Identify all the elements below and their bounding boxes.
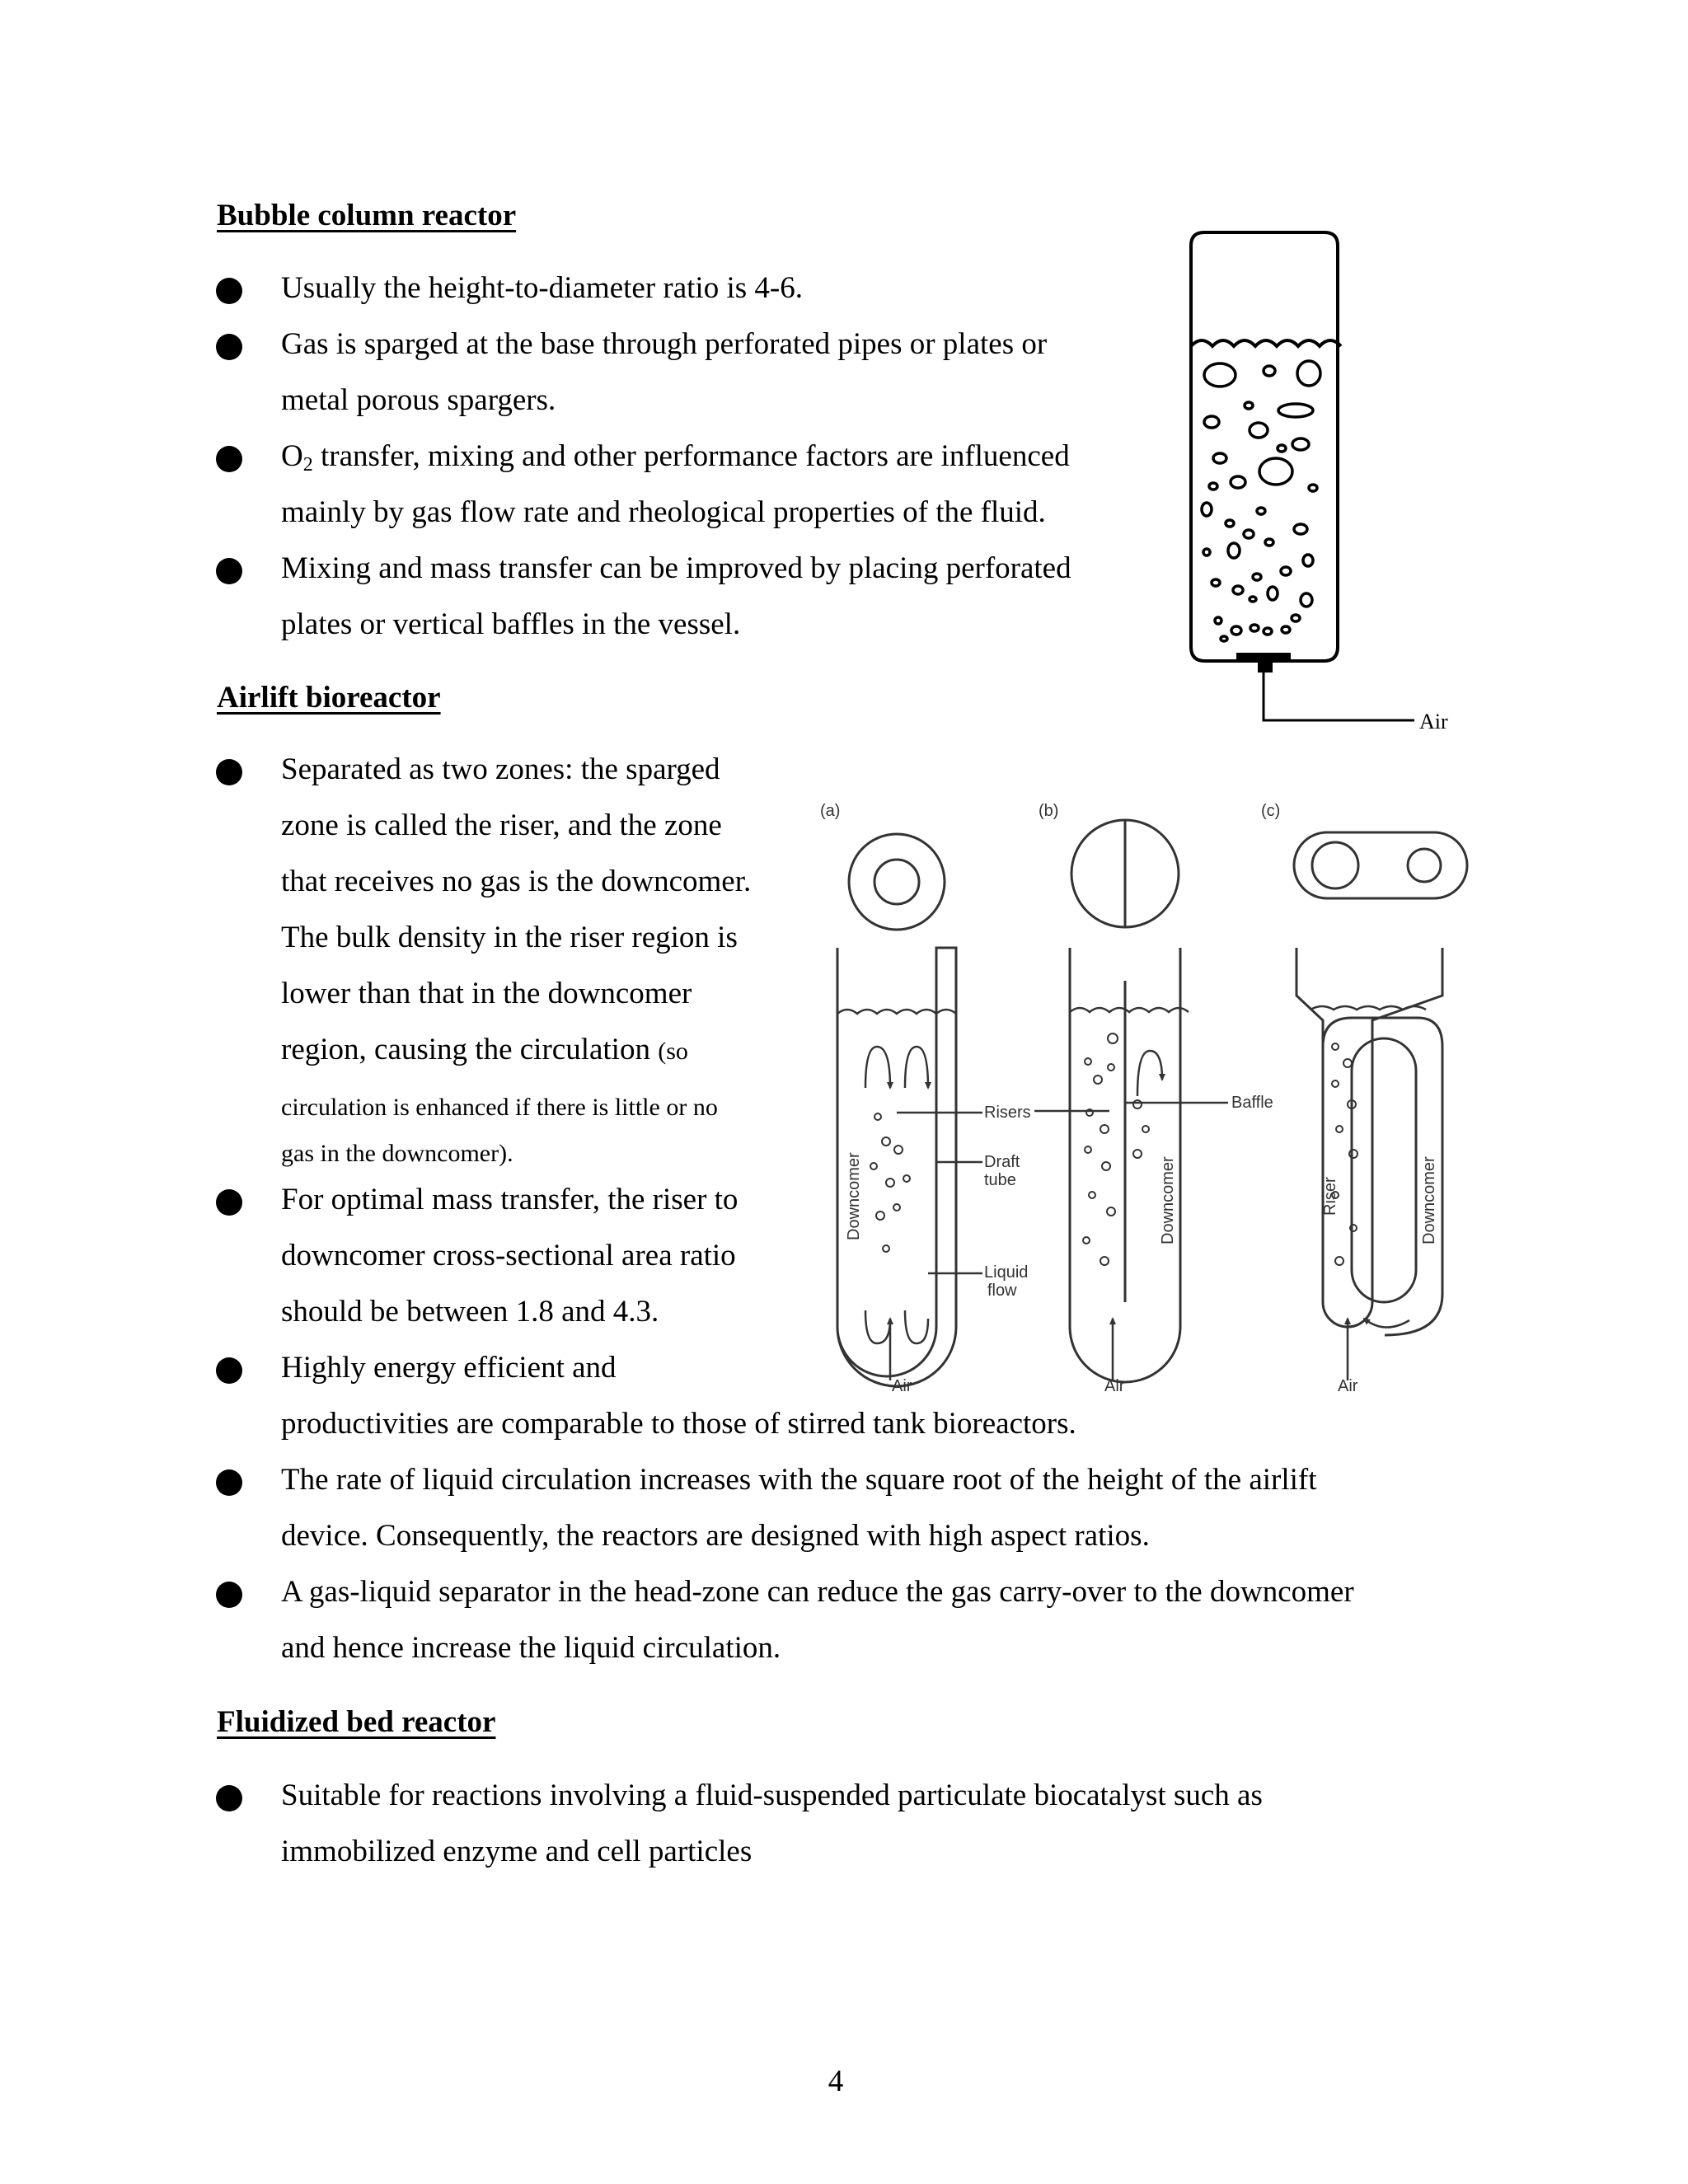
liquid-surface: [1191, 340, 1341, 346]
airlift-bullet-4-line-1: The rate of liquid circulation increases with the square root of the height of the airlift: [281, 1463, 1317, 1497]
label-baffle: Baffle: [1231, 1094, 1273, 1112]
label-air-c: Air: [1338, 1377, 1358, 1395]
airlift-bullet-2-line-2: downcomer cross-sectional area ratio: [281, 1239, 736, 1272]
airlift-bullet-5-line-2: and hence increase the liquid circulation.: [281, 1631, 781, 1665]
airlift-bullet-3-line-1: Highly energy efficient and: [281, 1351, 617, 1385]
label-risers: Risers: [984, 1104, 1031, 1122]
bubble-bullet-4-line-2: plates or vertical baffles in the vessel.: [281, 607, 741, 641]
bubble-bullet-3-line-1: $O_2$ transfer, mixing and other performance factors are influenced: [281, 439, 1070, 476]
airlift-bullet-3-line-2: productivities are comparable to those of stirred tank bioreactors.: [281, 1407, 1076, 1441]
airlift-bullet-1-line-6: region, causing the circulation (so: [281, 1033, 688, 1066]
label-b: (b): [1039, 802, 1059, 820]
gas-bubbles: [1202, 361, 1320, 641]
loop-inner-c: [1352, 1038, 1416, 1302]
bubble-column-figure: [1170, 231, 1451, 742]
heading-airlift-bioreactor: Airlift bioreactor: [217, 681, 441, 715]
riser-bubbles: [870, 1033, 1357, 1265]
airlift-bullet-2-line-3: should be between 1.8 and 4.3.: [281, 1295, 659, 1329]
airlift-bullet-2-line-1: For optimal mass transfer, the riser to: [281, 1183, 738, 1216]
airlift-bullet-5-line-1: A gas-liquid separator in the head-zone can reduce the gas carry-over to the downcomer: [281, 1575, 1354, 1609]
airlift-bullet-1-line-1: Separated as two zones: the sparged: [281, 752, 720, 786]
label-riser-c: Riser: [1321, 1177, 1339, 1216]
air-inlet-line: [1264, 673, 1414, 720]
airlift-bullet-1-line-8: gas in the downcomer).: [281, 1140, 513, 1167]
page-number: 4: [828, 2064, 844, 2098]
heading-fluidized-bed: Fluidized bed reactor: [217, 1705, 496, 1739]
label-liquid-2: flow: [987, 1282, 1017, 1300]
airlift-figure: [808, 799, 1484, 1393]
bullet-dot: [216, 446, 242, 472]
bullet-dot: [216, 558, 242, 584]
bubble-bullet-4-line-1: Mixing and mass transfer can be improved by placing perforated: [281, 551, 1071, 585]
bubble-bullet-3-line-2: mainly by gas flow rate and rheological properties of the fluid.: [281, 495, 1046, 529]
label-c: (c): [1261, 802, 1281, 820]
label-air-b: Air: [1104, 1377, 1125, 1395]
air-label: Air: [1419, 710, 1448, 733]
bullet-dot: [216, 1582, 242, 1608]
airlift-bullet-1-line-5: lower than that in the downcomer: [281, 977, 692, 1010]
airlift-bullet-1-line-7: circulation is enhanced if there is little or no: [281, 1094, 718, 1121]
bullet-dot: [216, 334, 242, 360]
bullet-dot: [216, 1785, 242, 1811]
label-liquid-1: Liquid: [984, 1263, 1029, 1282]
bubble-bullet-1: Usually the height-to-diameter ratio is 4-6.: [281, 271, 803, 305]
column-vessel: [1191, 232, 1338, 661]
label-air-a: Air: [892, 1377, 912, 1395]
label-draft-1: Draft: [984, 1153, 1020, 1171]
label-downcomer-b: Downcomer: [1159, 1156, 1177, 1244]
airlift-bullet-1-line-3: that receives no gas is the downcomer.: [281, 865, 752, 898]
label-downcomer-c: Downcomer: [1420, 1156, 1438, 1244]
cross-section-a-outer: [849, 834, 945, 930]
label-downcomer-a: Downcomer: [845, 1152, 863, 1240]
bubble-bullet-2-line-1: Gas is sparged at the base through perforated pipes or plates or: [281, 327, 1048, 361]
fluidized-bullet-1-line-1: Suitable for reactions involving a fluid-suspended particulate biocatalyst such as: [281, 1779, 1263, 1812]
bubble-bullet-2-line-2: metal porous spargers.: [281, 383, 556, 417]
bullet-dot: [216, 278, 242, 304]
vessel-c: [1296, 948, 1442, 1327]
bullet-dot: [216, 1189, 242, 1216]
heading-bubble-column: Bubble column reactor: [217, 199, 517, 232]
fluidized-bullet-1-line-2: immobilized enzyme and cell particles: [281, 1835, 753, 1868]
bullet-dot: [216, 1357, 242, 1384]
bullet-dot: [216, 759, 242, 785]
airlift-bullet-1-line-4: The bulk density in the riser region is: [281, 921, 738, 954]
airlift-bullet-1-line-2: zone is called the riser, and the zone: [281, 808, 722, 842]
label-draft-2: tube: [984, 1171, 1016, 1189]
bullet-dot: [216, 1469, 242, 1496]
cross-section-a-inner: [874, 860, 919, 904]
airlift-bullet-4-line-2: device. Consequently, the reactors are designed with high aspect ratios.: [281, 1519, 1150, 1553]
label-a: (a): [820, 802, 841, 820]
